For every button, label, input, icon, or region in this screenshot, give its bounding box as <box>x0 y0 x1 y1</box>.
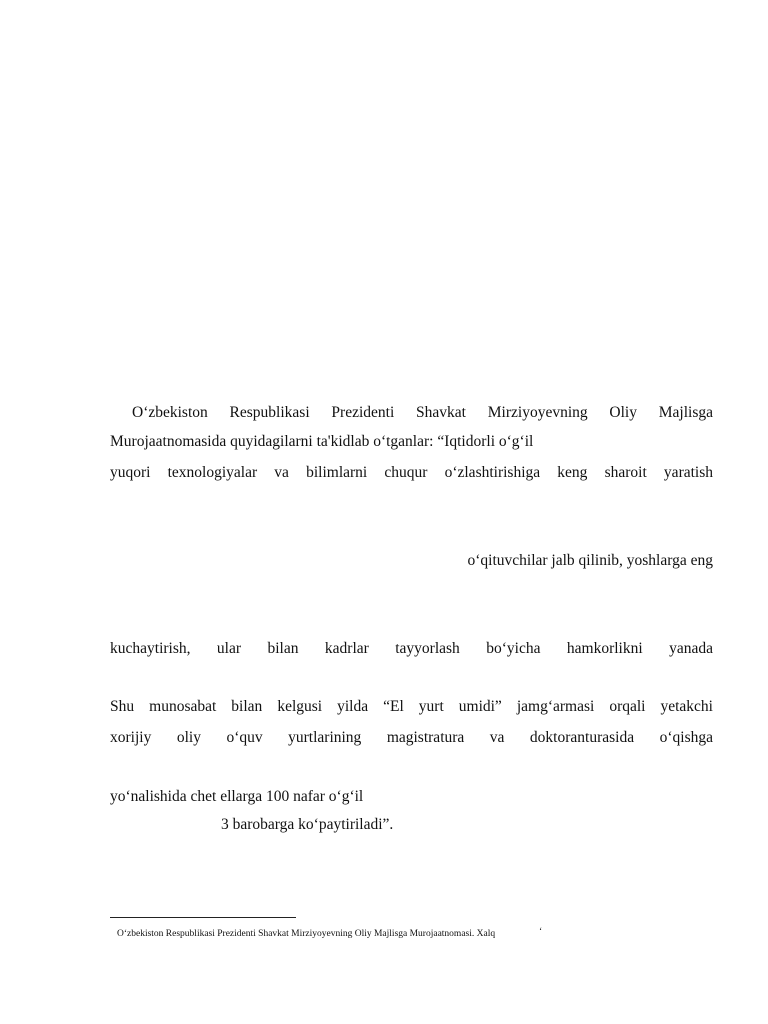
footnote-text: O‘zbekiston Respublikasi Prezidenti Shavkat Mirziyoyevning Oliy Majlisga Murojaatnomasi. Xalq <box>117 929 496 939</box>
paragraph-line-7: xorijiy oliy o‘quv yurtlarining magistratura va doktoranturasida o‘qishga <box>110 729 713 746</box>
paragraph-line-6: Shu munosabat bilan kelgusi yilda “El yurt umidi” jamg‘armasi orqali yetakchi <box>110 698 713 715</box>
paragraph-line-8: yo‘nalishida chet ellarga 100 nafar o‘g‘il <box>110 788 364 805</box>
paragraph-line-3: yuqori texnologiyalar va bilimlarni chuqur o‘zlashtirishiga keng sharoit yaratish <box>110 464 713 481</box>
paragraph-line-9: 3 barobarga ko‘paytiriladi”. <box>221 816 394 833</box>
paragraph-line-1: O‘zbekiston Respublikasi Prezidenti Shavkat Mirziyoyevning Oliy Majlisga <box>132 404 713 421</box>
paragraph-line-4: o‘qituvchilar jalb qilinib, yoshlarga eng <box>467 552 713 569</box>
footnote-divider <box>110 917 296 918</box>
paragraph-line-2: Murojaatnomasida quyidagilarni ta'kidlab o‘tganlar: “Iqtidorli o‘g‘il <box>110 433 534 450</box>
paragraph-line-5: kuchaytirish, ular bilan kadrlar tayyorlash bo‘yicha hamkorlikni yanada <box>110 640 713 657</box>
footnote-mark: ‘ <box>539 927 543 937</box>
